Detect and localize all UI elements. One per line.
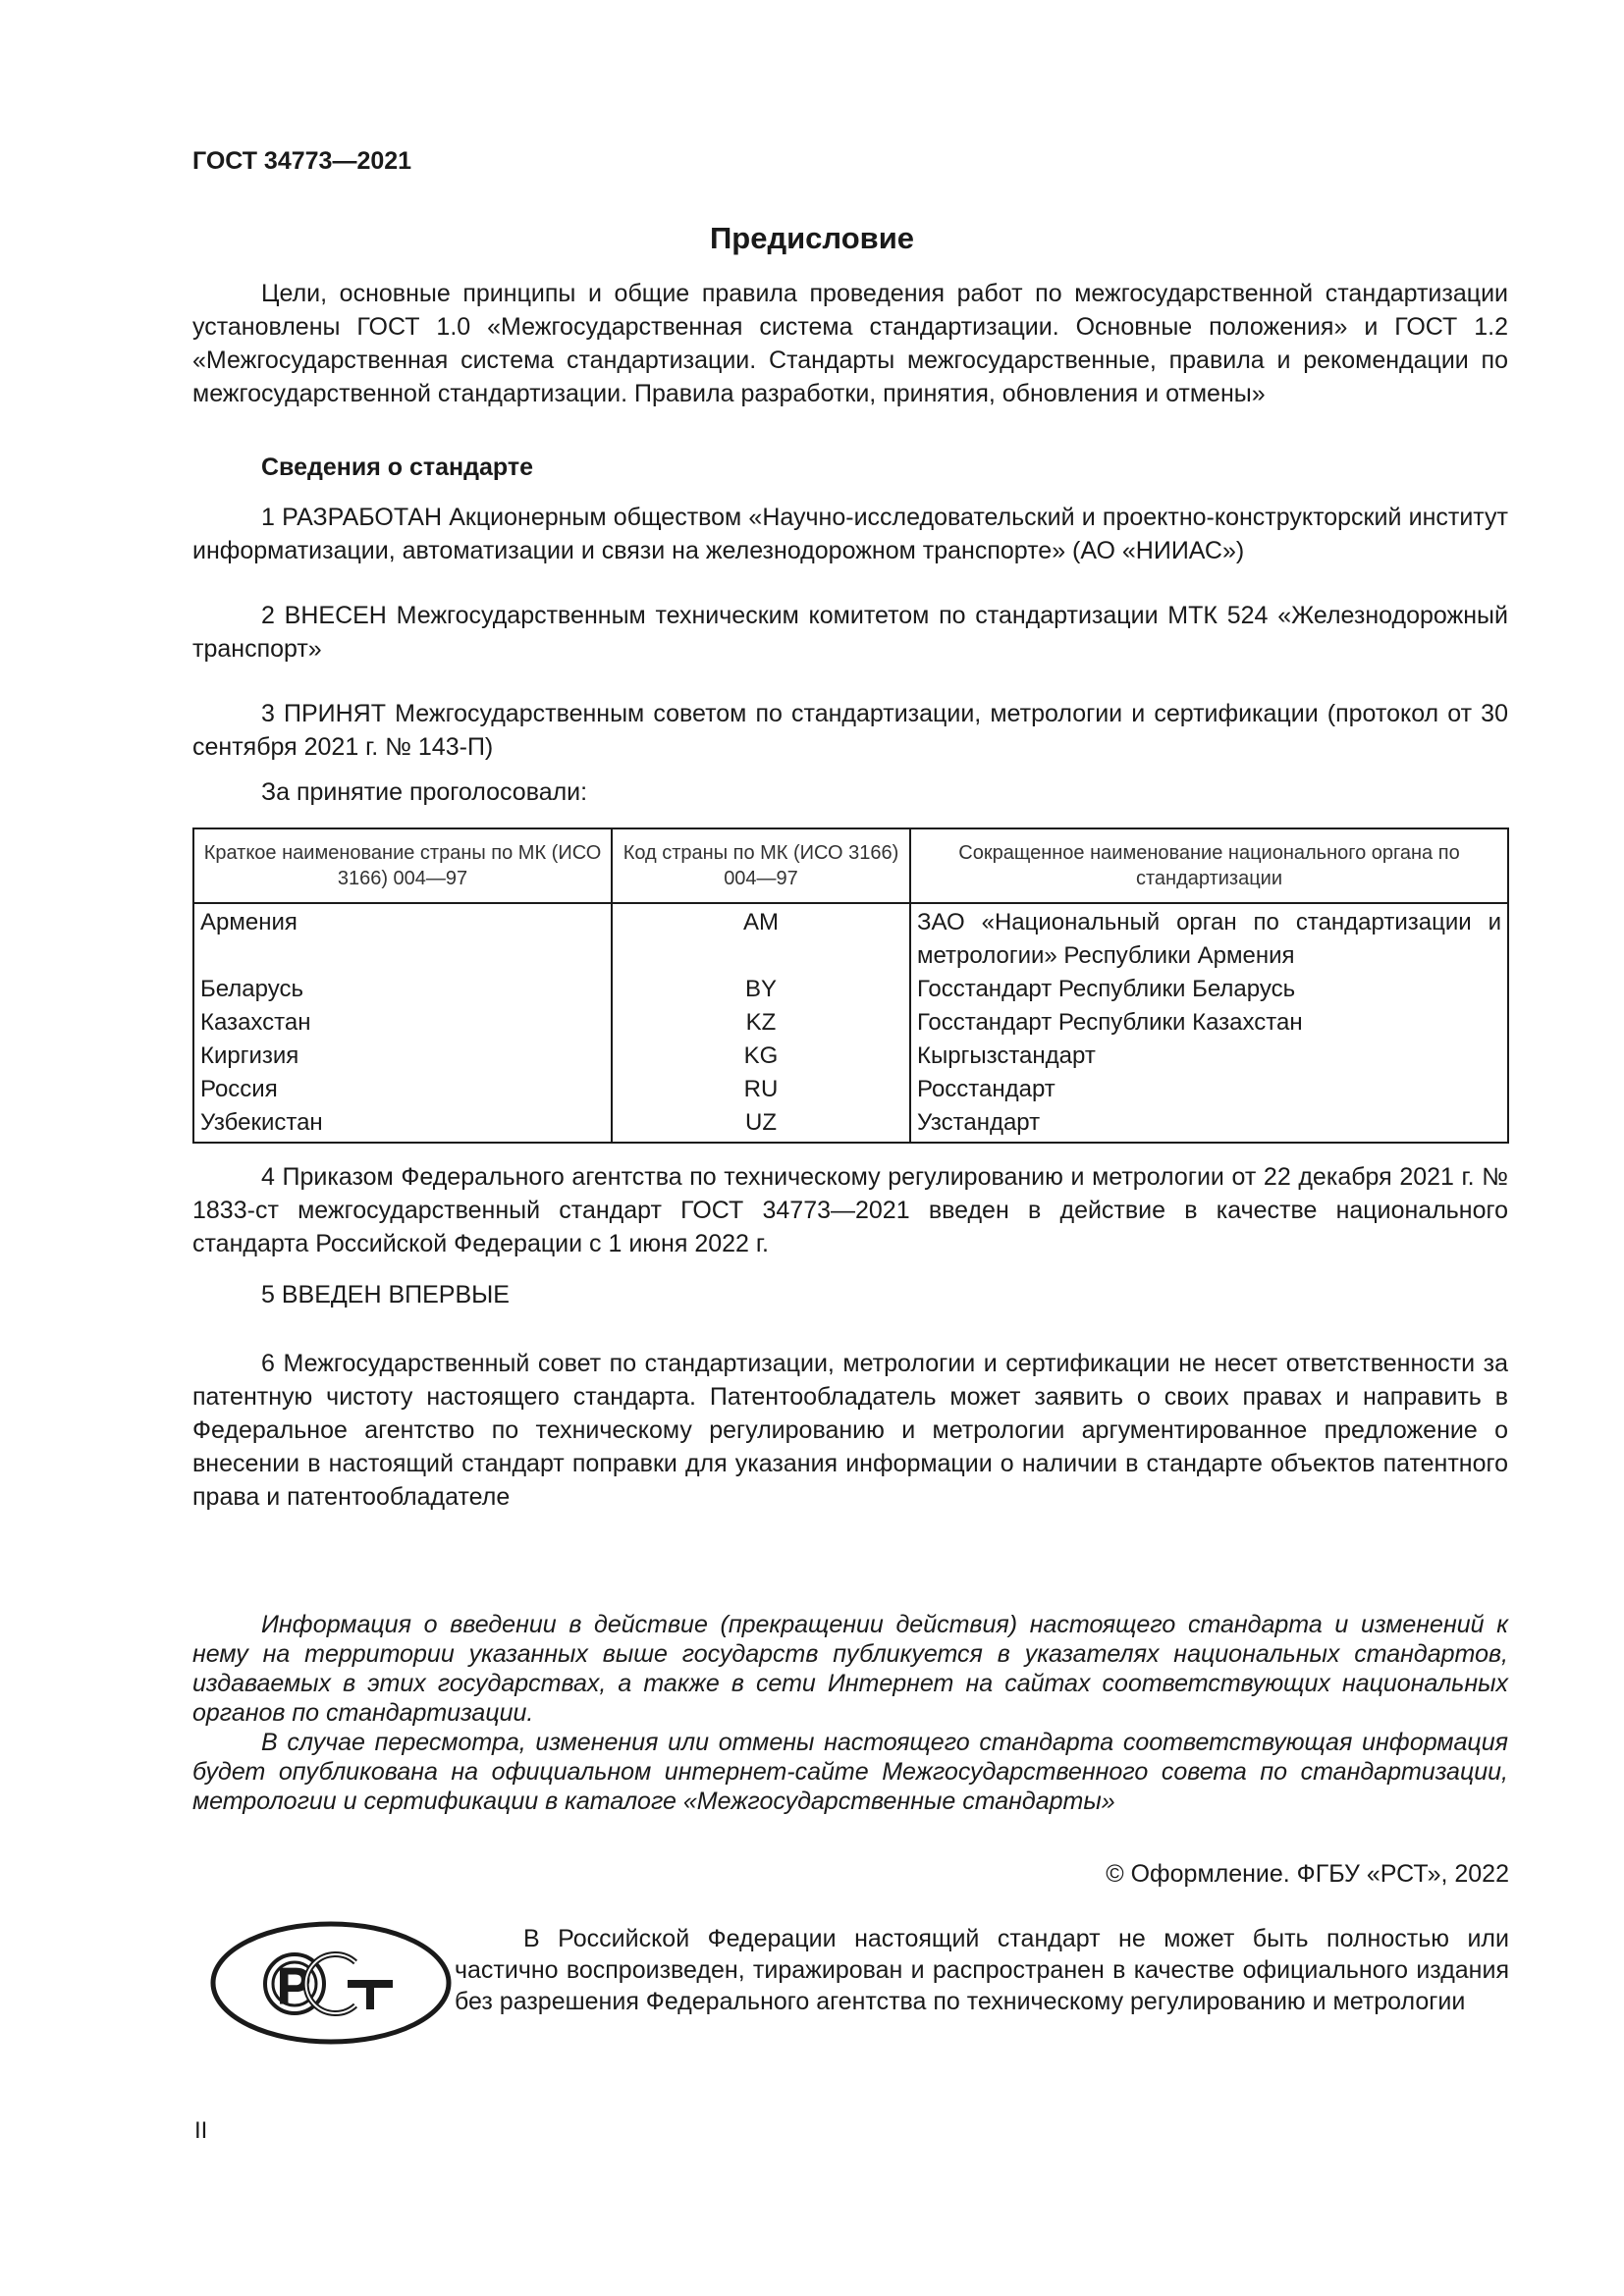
svg-text:Р: Р bbox=[277, 1958, 311, 2015]
country-cell: Россия bbox=[200, 1076, 278, 1102]
code-cell: UZ bbox=[612, 1106, 910, 1143]
org-cell: Госстандарт Республики Беларусь bbox=[910, 973, 1508, 1006]
country-cell: Узбекистан bbox=[200, 1109, 323, 1136]
table-header-row bbox=[193, 828, 1508, 903]
item-first: 5 ВВЕДЕН ВПЕРВЫЕ bbox=[261, 1281, 510, 1308]
table-row bbox=[193, 1106, 1508, 1143]
table-row bbox=[193, 973, 1508, 1006]
table-row bbox=[193, 903, 1508, 973]
country-cell: Киргизия bbox=[200, 1042, 299, 1069]
org-cell: ЗАО «Национальный орган по стандартизации и метрологии» Республики Армения bbox=[910, 903, 1508, 973]
table-header-country: Краткое наименование страны по МК (ИСО 3166) 004—97 bbox=[193, 828, 612, 903]
org-cell: Узстандарт bbox=[910, 1106, 1508, 1143]
code-cell: BY bbox=[612, 973, 910, 1006]
country-cell: Беларусь bbox=[200, 976, 303, 1002]
copyright: © Оформление. ФГБУ «РСТ», 2022 bbox=[1106, 1860, 1509, 1888]
info-heading: Сведения о стандарте bbox=[261, 454, 534, 481]
item-voted: За принятие проголосовали: bbox=[261, 778, 588, 806]
table-row bbox=[193, 1006, 1508, 1040]
page-title: Предисловие bbox=[709, 221, 914, 255]
code-cell: KG bbox=[612, 1040, 910, 1073]
org-cell: Кыргызстандарт bbox=[910, 1040, 1508, 1073]
item-developed: 1 РАЗРАБОТАН Акционерным обществом «Научно-исследовательский и проектно-конструкторский институт информатизации, автоматизации и связи на железнодорожном транспорте» (АО «НИИАС») bbox=[192, 504, 1508, 564]
code-cell: RU bbox=[612, 1073, 910, 1106]
country-cell: Казахстан bbox=[200, 1009, 311, 1036]
table-header-code: Код страны по МК (ИСО 3166) 004—97 bbox=[612, 828, 910, 903]
item-adopted: 3 ПРИНЯТ Межгосударственным советом по стандартизации, метрологии и сертификации (протокол от 30 сентября 2021 г. № 143-П) bbox=[192, 700, 1508, 761]
country-cell: Армения bbox=[200, 909, 298, 935]
standard-code: ГОСТ 34773—2021 bbox=[192, 147, 412, 175]
item-order: 4 Приказом Федерального агентства по техническому регулированию и метрологии от 22 декабря 2021 г. № 1833-ст межгосударственный стандарт ГОСТ 34773—2021 введен в действие в качестве национального стандарта Российской Федерации с 1 июня 2022 г. bbox=[192, 1163, 1508, 1257]
rights-notice: В Российской Федерации настоящий стандарт не может быть полностью или частично воспроизведен, тиражирован и распространен в качестве официального издания без разрешения Федерального агентства по техническому регулированию и метрологии bbox=[455, 1925, 1509, 2015]
table-header-org: Сокращенное наименование национального органа по стандартизации bbox=[910, 828, 1508, 903]
org-cell: Госстандарт Республики Казахстан bbox=[910, 1006, 1508, 1040]
item-introduced: 2 ВНЕСЕН Межгосударственным техническим комитетом по стандартизации МТК 524 «Железнодорожный транспорт» bbox=[192, 602, 1508, 663]
page-number: II bbox=[194, 2117, 208, 2144]
table-row bbox=[193, 1040, 1508, 1073]
voting-table bbox=[192, 828, 1509, 1144]
code-cell: KZ bbox=[612, 1006, 910, 1040]
note-info: Информация о введении в действие (прекращении действия) настоящего стандарта и изменений к нему на территории указанных выше государств публикуется в указателях национальных стандартов, издаваемых в этих государствах, а также в сети Интернет на сайтах соответствующих национальных органов по стандартизации. bbox=[192, 1611, 1508, 1727]
code-cell: AM bbox=[612, 903, 910, 973]
intro-paragraph: Цели, основные принципы и общие правила проведения работ по межгосударственной стандартизации установлены ГОСТ 1.0 «Межгосударственная система стандартизации. Основные положения» и ГОСТ 1.2 «Межгосударственная система стандартизации. Стандарты межгосударственные, правила и рекомендации по межгосударственной стандартизации. Правила разработки, принятия, обновления и отмены» bbox=[192, 280, 1508, 407]
org-cell: Росстандарт bbox=[910, 1073, 1508, 1106]
table-row bbox=[193, 1073, 1508, 1106]
rst-certification-mark-icon bbox=[208, 1919, 454, 2047]
note-revision: В случае пересмотра, изменения или отмены настоящего стандарта соответствующая информация будет опубликована на официальном интернет-сайте Межгосударственного совета по стандартизации, метрологии и сертификации в каталоге «Межгосударственные стандарты» bbox=[192, 1729, 1508, 1815]
item-patent: 6 Межгосударственный совет по стандартизации, метрологии и сертификации не несет ответственности за патентную чистоту настоящего стандарта. Патентообладатель может заявить о своих правах и направить в Федеральное агентство по техническому регулированию и метрологии аргументированное предложение о внесении в настоящий стандарт поправки для указания информации о наличии в стандарте объектов патентного права и патентообладателе bbox=[192, 1350, 1508, 1511]
